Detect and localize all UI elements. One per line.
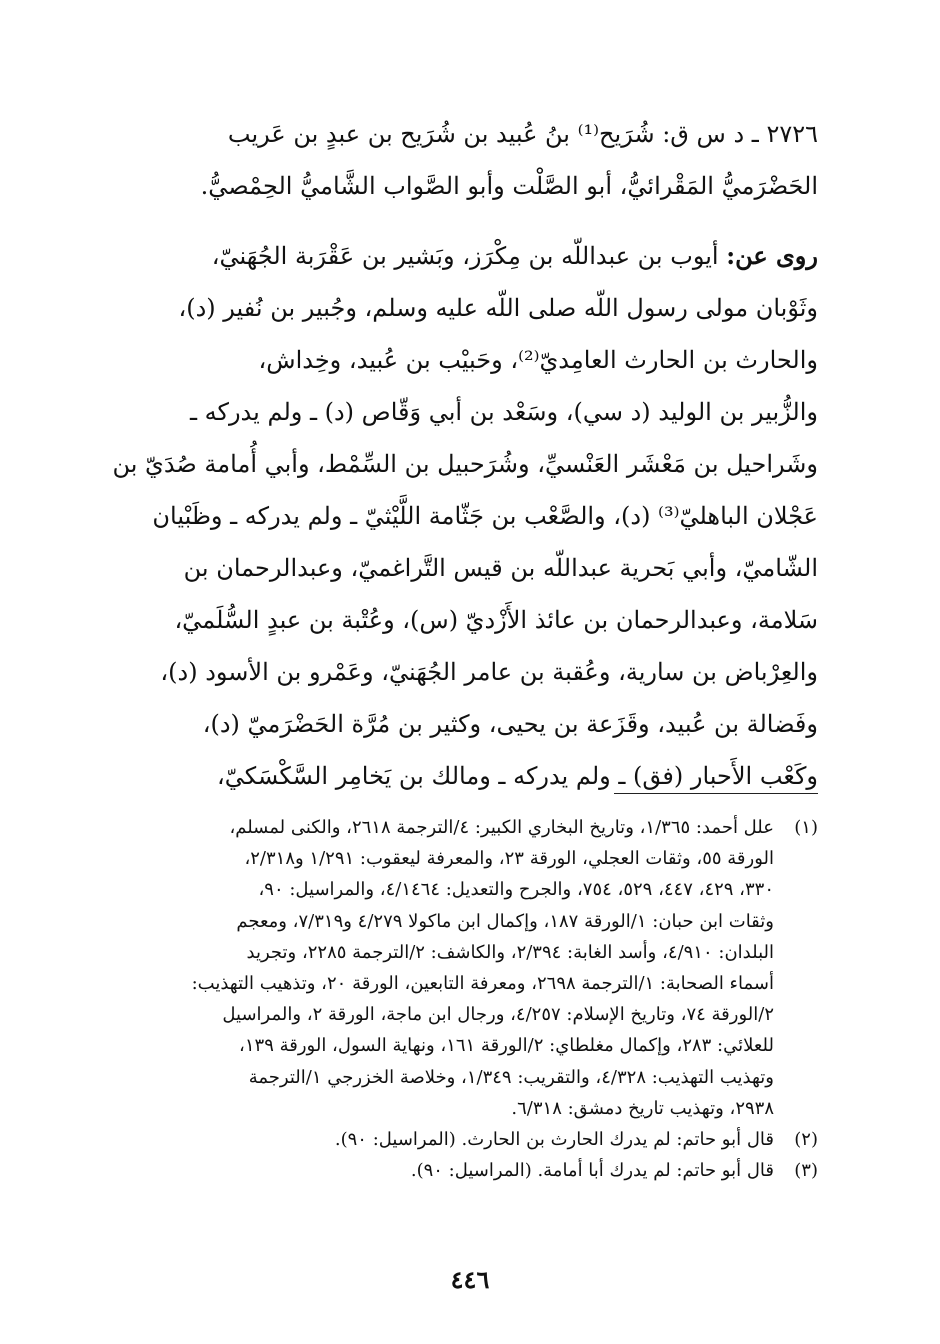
footnote-1-line-10: ٢٩٣٨، وتهذيب تاريخ دمشق: ٦/٣١٨. (511, 1097, 774, 1119)
footnote-2-marker: (٢) (794, 1128, 818, 1150)
footnotes (88, 812, 818, 1186)
footnote-1 (88, 812, 818, 1124)
main-text (88, 108, 818, 802)
narrated-from-label: روى عن: (726, 241, 818, 270)
footnote-1-line-8: للعلائي: ٢٨٣، وإكمال مغلطاي: ٢/الورقة ١٦١، ونهاية السول، الورقة ١٣٩، (239, 1035, 774, 1057)
paragraph-gap (88, 212, 818, 230)
footnote-separator (614, 793, 818, 794)
narrators-line-7: الشّاميّ، وأبي بَحرية عبداللّه بن قيس التَّراغميّ، وعبدالرحمان بن (183, 554, 818, 582)
narrators-line-1-text: أيوب بن عبداللّه بن مِكْرَز، وبَشير بن عَقْرَبة الجُهَنيّ، (211, 242, 727, 270)
footnote-2-line (88, 1124, 818, 1155)
entry-line-1: ٢٧٢٦ ـ د س ق: شُرَيح⁽¹⁾ بنُ عُبيد بن شُرَيح بن عبدٍ بن عَريب (227, 120, 818, 148)
footnote-3-text: قال أبو حاتم: لم يدرك أبا أمامة. (المراسيل: ٩٠). (410, 1160, 774, 1182)
footnote-1-line-2: الورقة ٥٥، وثقات العجلي، الورقة ٢٣، والمعرفة ليعقوب: ١/٢٩١ و٢/٣١٨، (244, 848, 774, 870)
footnote-3-marker: (٣) (794, 1160, 818, 1182)
narrators-line-1 (88, 230, 818, 282)
footnote-1-line-1-text: علل أحمد: ١/٣٦٥، وتاريخ البخاري الكبير: ٤/الترجمة ٢٦١٨، والكنى لمسلم، (229, 817, 774, 838)
narrators-line-10: وفَضالة بن عُبيد، وقَزَعة بن يحيى، وكثير بن مُرَّة الحَضْرَميّ (د)، (202, 710, 818, 738)
footnote-2-text: قال أبو حاتم: لم يدرك الحارث بن الحارث. (المراسيل: ٩٠). (334, 1128, 774, 1150)
page-number: ٤٤٦ (450, 1265, 490, 1294)
footnote-2 (88, 1124, 818, 1155)
entry-heading (88, 108, 818, 212)
narrators-line-11: وكَعْب الأَحبار (فق) ـ ولم يدركه ـ ومالك بن يَخامِر السَّكْسَكيّ، (217, 762, 818, 790)
narrators-line-9: والعِرْباض بن سارية، وعُقبة بن عامر الجُهَنيّ، وعَمْرو بن الأسود (د)، (160, 658, 818, 686)
narrators-line-6: عَجْلان الباهليّ⁽³⁾ (د)، والصَّعْب بن جَثّامة اللَّيْثيّ ـ ولم يدركه ـ وظَبْيان (152, 502, 818, 530)
footnote-1-line-7: ٢/الورقة ٧٤، وتاريخ الإسلام: ٤/٢٥٧، ورجال ابن ماجة، الورقة ٢، والمراسيل (222, 1004, 774, 1026)
footnote-3 (88, 1155, 818, 1186)
narrators-line-4: والزُّبير بن الوليد (د سي)، وسَعْد بن أبي وَقّاص (د) ـ ولم يدركه ـ (190, 398, 818, 426)
footnote-1-line-1 (88, 812, 818, 843)
footnote-1-marker: (١) (794, 817, 818, 838)
entry-line-2: الحَضْرَميُّ المَقْرائيُّ، أبو الصَّلْت وأبو الصَّواب الشَّاميُّ الحِمْصيُّ. (200, 172, 818, 200)
narrators-paragraph (88, 230, 818, 802)
footnote-1-line-6: أسماء الصحابة: ١/الترجمة ٢٦٩٨، ومعرفة التابعين، الورقة ٢٠، وتذهيب التهذيب: (191, 972, 774, 994)
footnote-1-line-5: البلدان: ٤/٩١٠، وأسد الغابة: ٢/٣٩٤، والكاشف: ٢/الترجمة ٢٢٨٥، وتجريد (246, 941, 774, 963)
narrators-line-3: والحارث بن الحارث العامِديّ⁽²⁾، وحَبيْب بن عُبيد، وخِداش، (258, 346, 818, 374)
footnote-1-line-9: وتهذيب التهذيب: ٤/٣٢٨، والتقريب: ١/٣٤٩، وخلاصة الخزرجي ١/الترجمة (248, 1066, 774, 1088)
footnote-1-line-4: وثقات ابن حبان: ١/الورقة ١٨٧، وإكمال ابن ماكولا ٤/٢٧٩ و٧/٣١٩، ومعجم (236, 910, 774, 932)
footnote-1-line-3: ٣٣٠، ٤٢٩، ٤٤٧، ٥٢٩، ٧٥٤، والجرح والتعديل: ٤/١٤٦٤، والمراسيل: ٩٠، (258, 879, 774, 901)
narrators-line-2: وثَوْبان مولى رسول اللّه صلى اللّه عليه وسلم، وجُبير بن نُفير (د)، (178, 294, 818, 322)
narrators-line-8: سَلامة، وعبدالرحمان بن عائذ الأَزْديّ (س)، وعُتْبة بن عبدٍ السُّلَميّ، (174, 606, 818, 634)
footnote-3-line (88, 1155, 818, 1186)
narrators-line-5: وشَراحيل بن مَعْشَر العَنْسيِّ، وشُرَحبيل بن السِّمْط، وأبي أُمامة صُدَيّ بن (112, 450, 818, 478)
